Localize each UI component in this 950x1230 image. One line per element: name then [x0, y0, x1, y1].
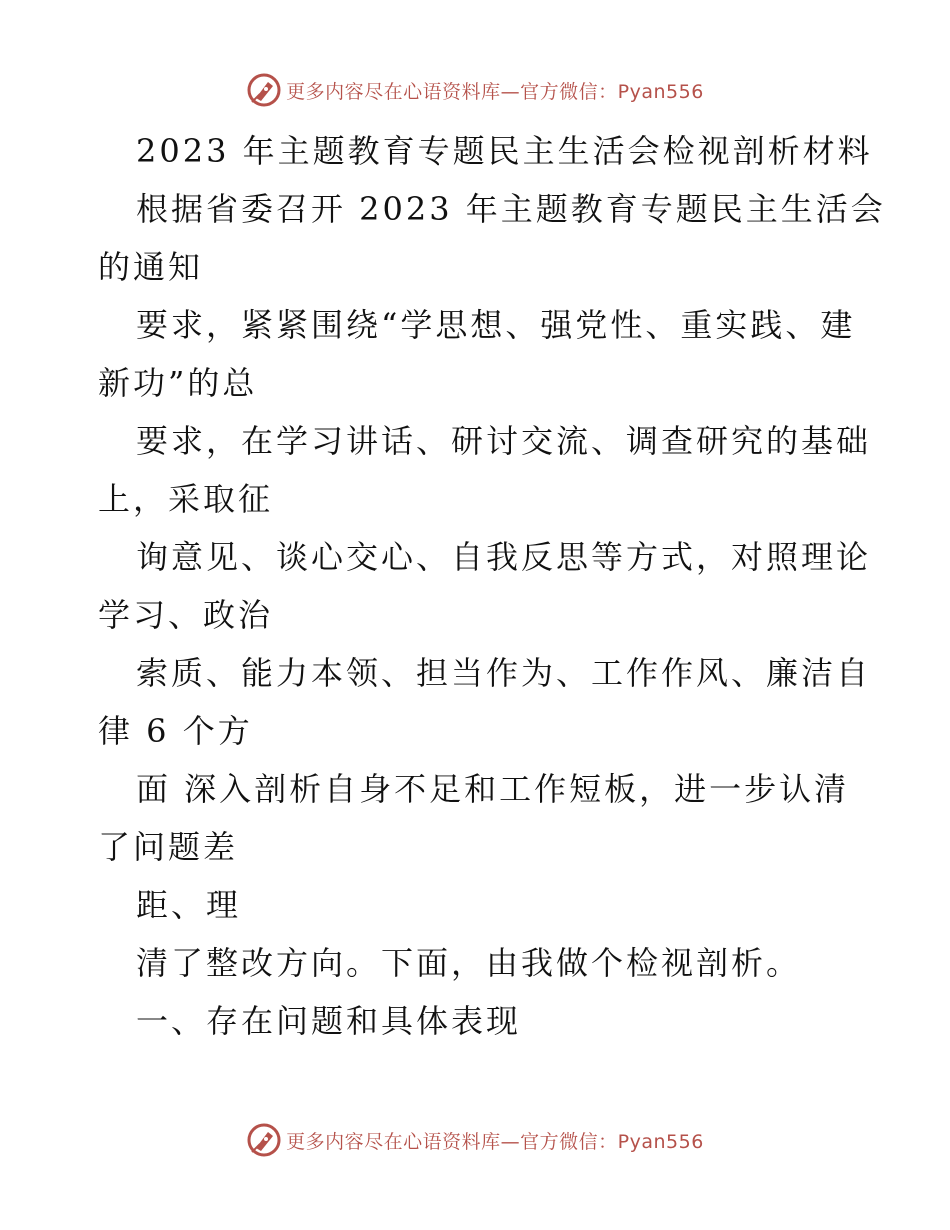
text-line: 新功”的总 — [98, 364, 258, 402]
text-line: 距、理 — [136, 886, 242, 924]
text-line: 学习、政治 — [98, 596, 274, 634]
text-line: 面 深入剖析自身不足和工作短板，进一步认清 — [136, 770, 850, 808]
text-line: 根据省委召开 2023 年主题教育专题民主生活会 — [136, 190, 886, 228]
text-line: 上，采取征 — [98, 480, 274, 518]
header-watermark — [0, 70, 950, 110]
text-line: 律 6 个方 — [98, 712, 253, 750]
text-line: 的通知 — [98, 248, 204, 286]
pen-nib-logo-icon — [246, 72, 282, 108]
text-line: 清了整改方向。下面，由我做个检视剖析。 — [136, 944, 802, 982]
text-line: 要求，紧紧围绕“学思想、强党性、重实践、建 — [136, 306, 856, 344]
pen-nib-logo-icon — [246, 1122, 282, 1158]
footer-watermark — [0, 1120, 950, 1160]
watermark-text: 更多内容尽在心语资料库—官方微信：Pyan556 — [286, 1130, 704, 1153]
watermark-text: 更多内容尽在心语资料库—官方微信：Pyan556 — [286, 80, 704, 103]
text-line: 了问题差 — [98, 828, 239, 866]
text-line: 索质、能力本领、担当作为、工作作风、廉洁自 — [136, 654, 872, 692]
text-line: 要求，在学习讲话、研讨交流、调查研究的基础 — [136, 422, 872, 460]
document-body — [98, 122, 886, 1050]
text-line: 2023 年主题教育专题民主生活会检视剖析材料 — [136, 132, 873, 170]
text-line: 一、存在问题和具体表现 — [136, 1002, 522, 1040]
text-line: 询意见、谈心交心、自我反思等方式，对照理论 — [136, 538, 872, 576]
